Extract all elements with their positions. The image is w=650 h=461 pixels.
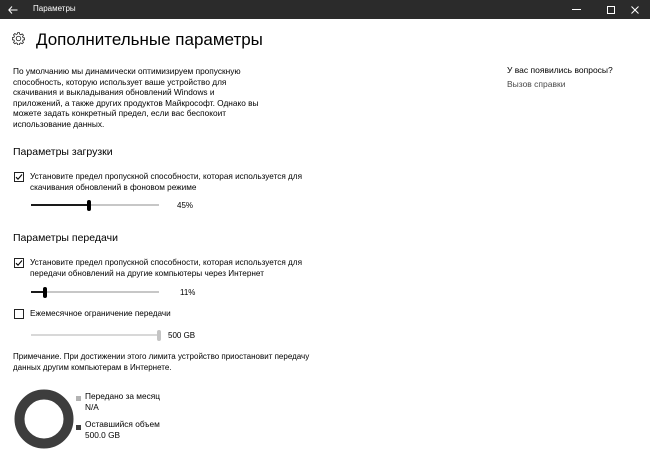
upload-limit-slider[interactable] (31, 287, 159, 297)
close-icon (631, 6, 639, 14)
upload-limit-label (30, 258, 302, 279)
note-text: Примечание. При достижении этого лимита устройство приостановит передачу данных другим компьютерам в Интернете. (13, 352, 310, 372)
checkmark-icon (15, 173, 23, 181)
slider-thumb[interactable] (157, 330, 161, 341)
back-button[interactable] (0, 0, 25, 19)
slider-thumb[interactable] (43, 287, 47, 298)
monthly-limit-value: 500 GB (168, 331, 196, 340)
download-limit-label-line2: скачивания обновлений в фоновом режиме (30, 182, 197, 192)
remaining-value: 500.0 GB (85, 430, 121, 440)
checkmark-icon (15, 259, 23, 267)
upload-limit-label-line2: передачи обновлений на другие компьютеры через Интернет (30, 268, 264, 278)
upload-limit-label-line1: Установите предел пропускной способности, которая используется для (30, 258, 303, 267)
maximize-icon (607, 6, 615, 14)
download-limit-label (30, 172, 302, 193)
page-title: Дополнительные параметры (36, 30, 263, 49)
monthly-limit-label: Ежемесячное ограничение передачи (30, 309, 171, 318)
download-limit-value: 45% (177, 201, 194, 210)
usage-donut-chart (14, 389, 74, 449)
minimize-icon (572, 5, 581, 14)
monthly-limit-slider[interactable] (31, 330, 159, 340)
slider-track (31, 291, 159, 293)
minimize-button[interactable] (561, 0, 591, 19)
sent-legend-swatch (76, 396, 81, 401)
gear-icon (12, 32, 26, 48)
title-bar (0, 0, 650, 19)
slider-fill (31, 204, 89, 206)
download-limit-checkbox[interactable] (14, 172, 24, 182)
sent-value: N/A (85, 402, 99, 412)
upload-limit-value: 11% (180, 288, 196, 297)
remaining-legend-swatch (76, 425, 81, 430)
sent-label: Передано за месяц (85, 391, 161, 401)
page-header (12, 30, 263, 50)
remaining-label: Оставшийся объем (85, 419, 160, 429)
download-limit-slider[interactable] (31, 200, 159, 210)
upload-section-title: Параметры передачи (13, 232, 118, 244)
slider-thumb[interactable] (87, 200, 91, 211)
download-limit-label-line1: Установите предел пропускной способности, которая используется для (30, 172, 303, 181)
intro-text: По умолчанию мы динамически оптимизируем пропускную способность, которую использует ваше устройство для скачивания и выкладывания обновлений Windows и приложений, а также других продуктов Майкрософт. Однако вы можете задать конкретный предел, если вас беспокоит использование данных. (13, 66, 259, 129)
download-section-title: Параметры загрузки (13, 146, 113, 158)
close-button[interactable] (620, 0, 650, 19)
upload-limit-checkbox[interactable] (14, 258, 24, 268)
back-arrow-icon (8, 6, 18, 14)
help-title: У вас появились вопросы? (507, 65, 613, 75)
donut-remaining-ring (20, 395, 69, 444)
slider-track (31, 334, 159, 336)
help-link[interactable]: Вызов справки (507, 79, 566, 89)
window-title: Параметры (33, 4, 76, 13)
monthly-limit-checkbox[interactable] (14, 309, 24, 319)
